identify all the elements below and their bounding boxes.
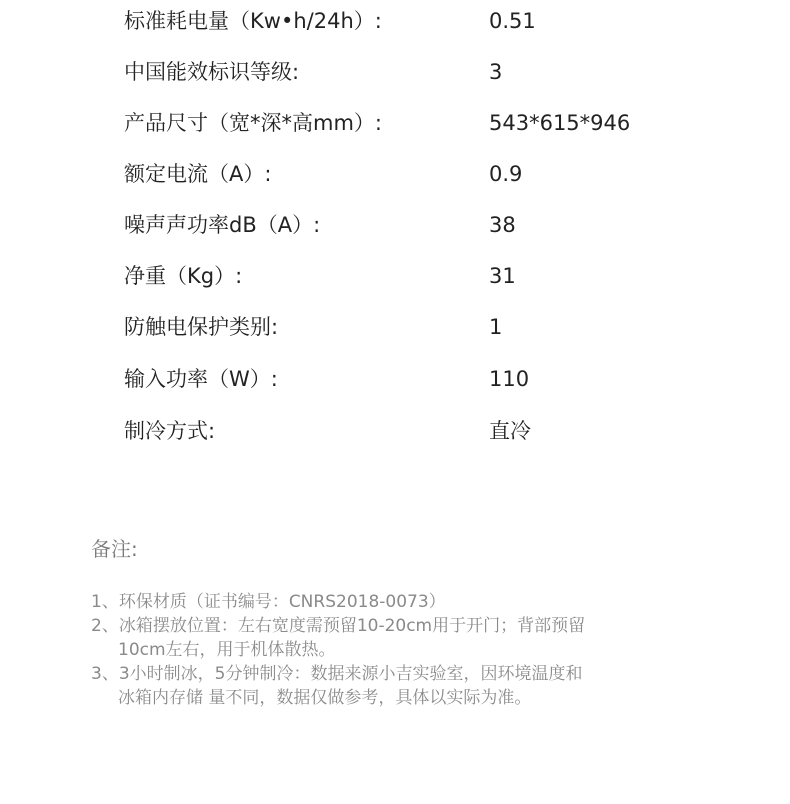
spec-row-shock-protection bbox=[0, 307, 790, 347]
spec-label: 制冷方式: bbox=[124, 419, 216, 443]
note-line-continuation: 冰箱内存储 量不同，数据仅做参考，具体以实际为准。 bbox=[118, 688, 532, 708]
spec-value: 110 bbox=[489, 367, 530, 391]
spec-label: 额定电流（A）: bbox=[124, 162, 272, 186]
note-line-continuation: 10cm左右，用于机体散热。 bbox=[118, 640, 336, 660]
notes-list bbox=[91, 590, 691, 710]
spec-label: 标准耗电量（Kw•h/24h）: bbox=[124, 9, 382, 33]
spec-value: 0.9 bbox=[489, 162, 523, 186]
note-line: 3、3小时制冰，5分钟制冷：数据来源小吉实验室，因环境温度和 bbox=[91, 664, 583, 684]
spec-value: 543*615*946 bbox=[489, 111, 631, 135]
spec-row-cooling-method bbox=[0, 411, 790, 451]
spec-value: 直冷 bbox=[489, 419, 531, 443]
spec-row-input-power bbox=[0, 359, 790, 399]
spec-label: 噪声声功率dB（A）: bbox=[124, 213, 321, 237]
spec-row-power-consumption bbox=[0, 1, 790, 41]
spec-value: 31 bbox=[489, 264, 516, 288]
spec-row-rated-current bbox=[0, 154, 790, 194]
spec-row-noise bbox=[0, 205, 790, 245]
spec-value: 1 bbox=[489, 315, 503, 339]
spec-label: 防触电保护类别: bbox=[124, 315, 279, 339]
spec-row-dimensions bbox=[0, 103, 790, 143]
spec-value: 3 bbox=[489, 60, 503, 84]
notes-title: 备注: bbox=[91, 537, 138, 561]
note-line: 1、环保材质（证书编号：CNRS2018-0073） bbox=[91, 592, 446, 612]
spec-row-energy-grade bbox=[0, 52, 790, 92]
spec-row-net-weight bbox=[0, 256, 790, 296]
spec-label: 中国能效标识等级: bbox=[124, 60, 300, 84]
note-line: 2、冰箱摆放位置：左右宽度需预留10-20cm用于开门；背部预留 bbox=[91, 616, 586, 636]
spec-value: 0.51 bbox=[489, 9, 536, 33]
spec-label: 产品尺寸（宽*深*高mm）: bbox=[124, 111, 382, 135]
spec-label: 净重（Kg）: bbox=[124, 264, 243, 288]
spec-value: 38 bbox=[489, 213, 516, 237]
spec-label: 输入功率（W）: bbox=[124, 367, 278, 391]
